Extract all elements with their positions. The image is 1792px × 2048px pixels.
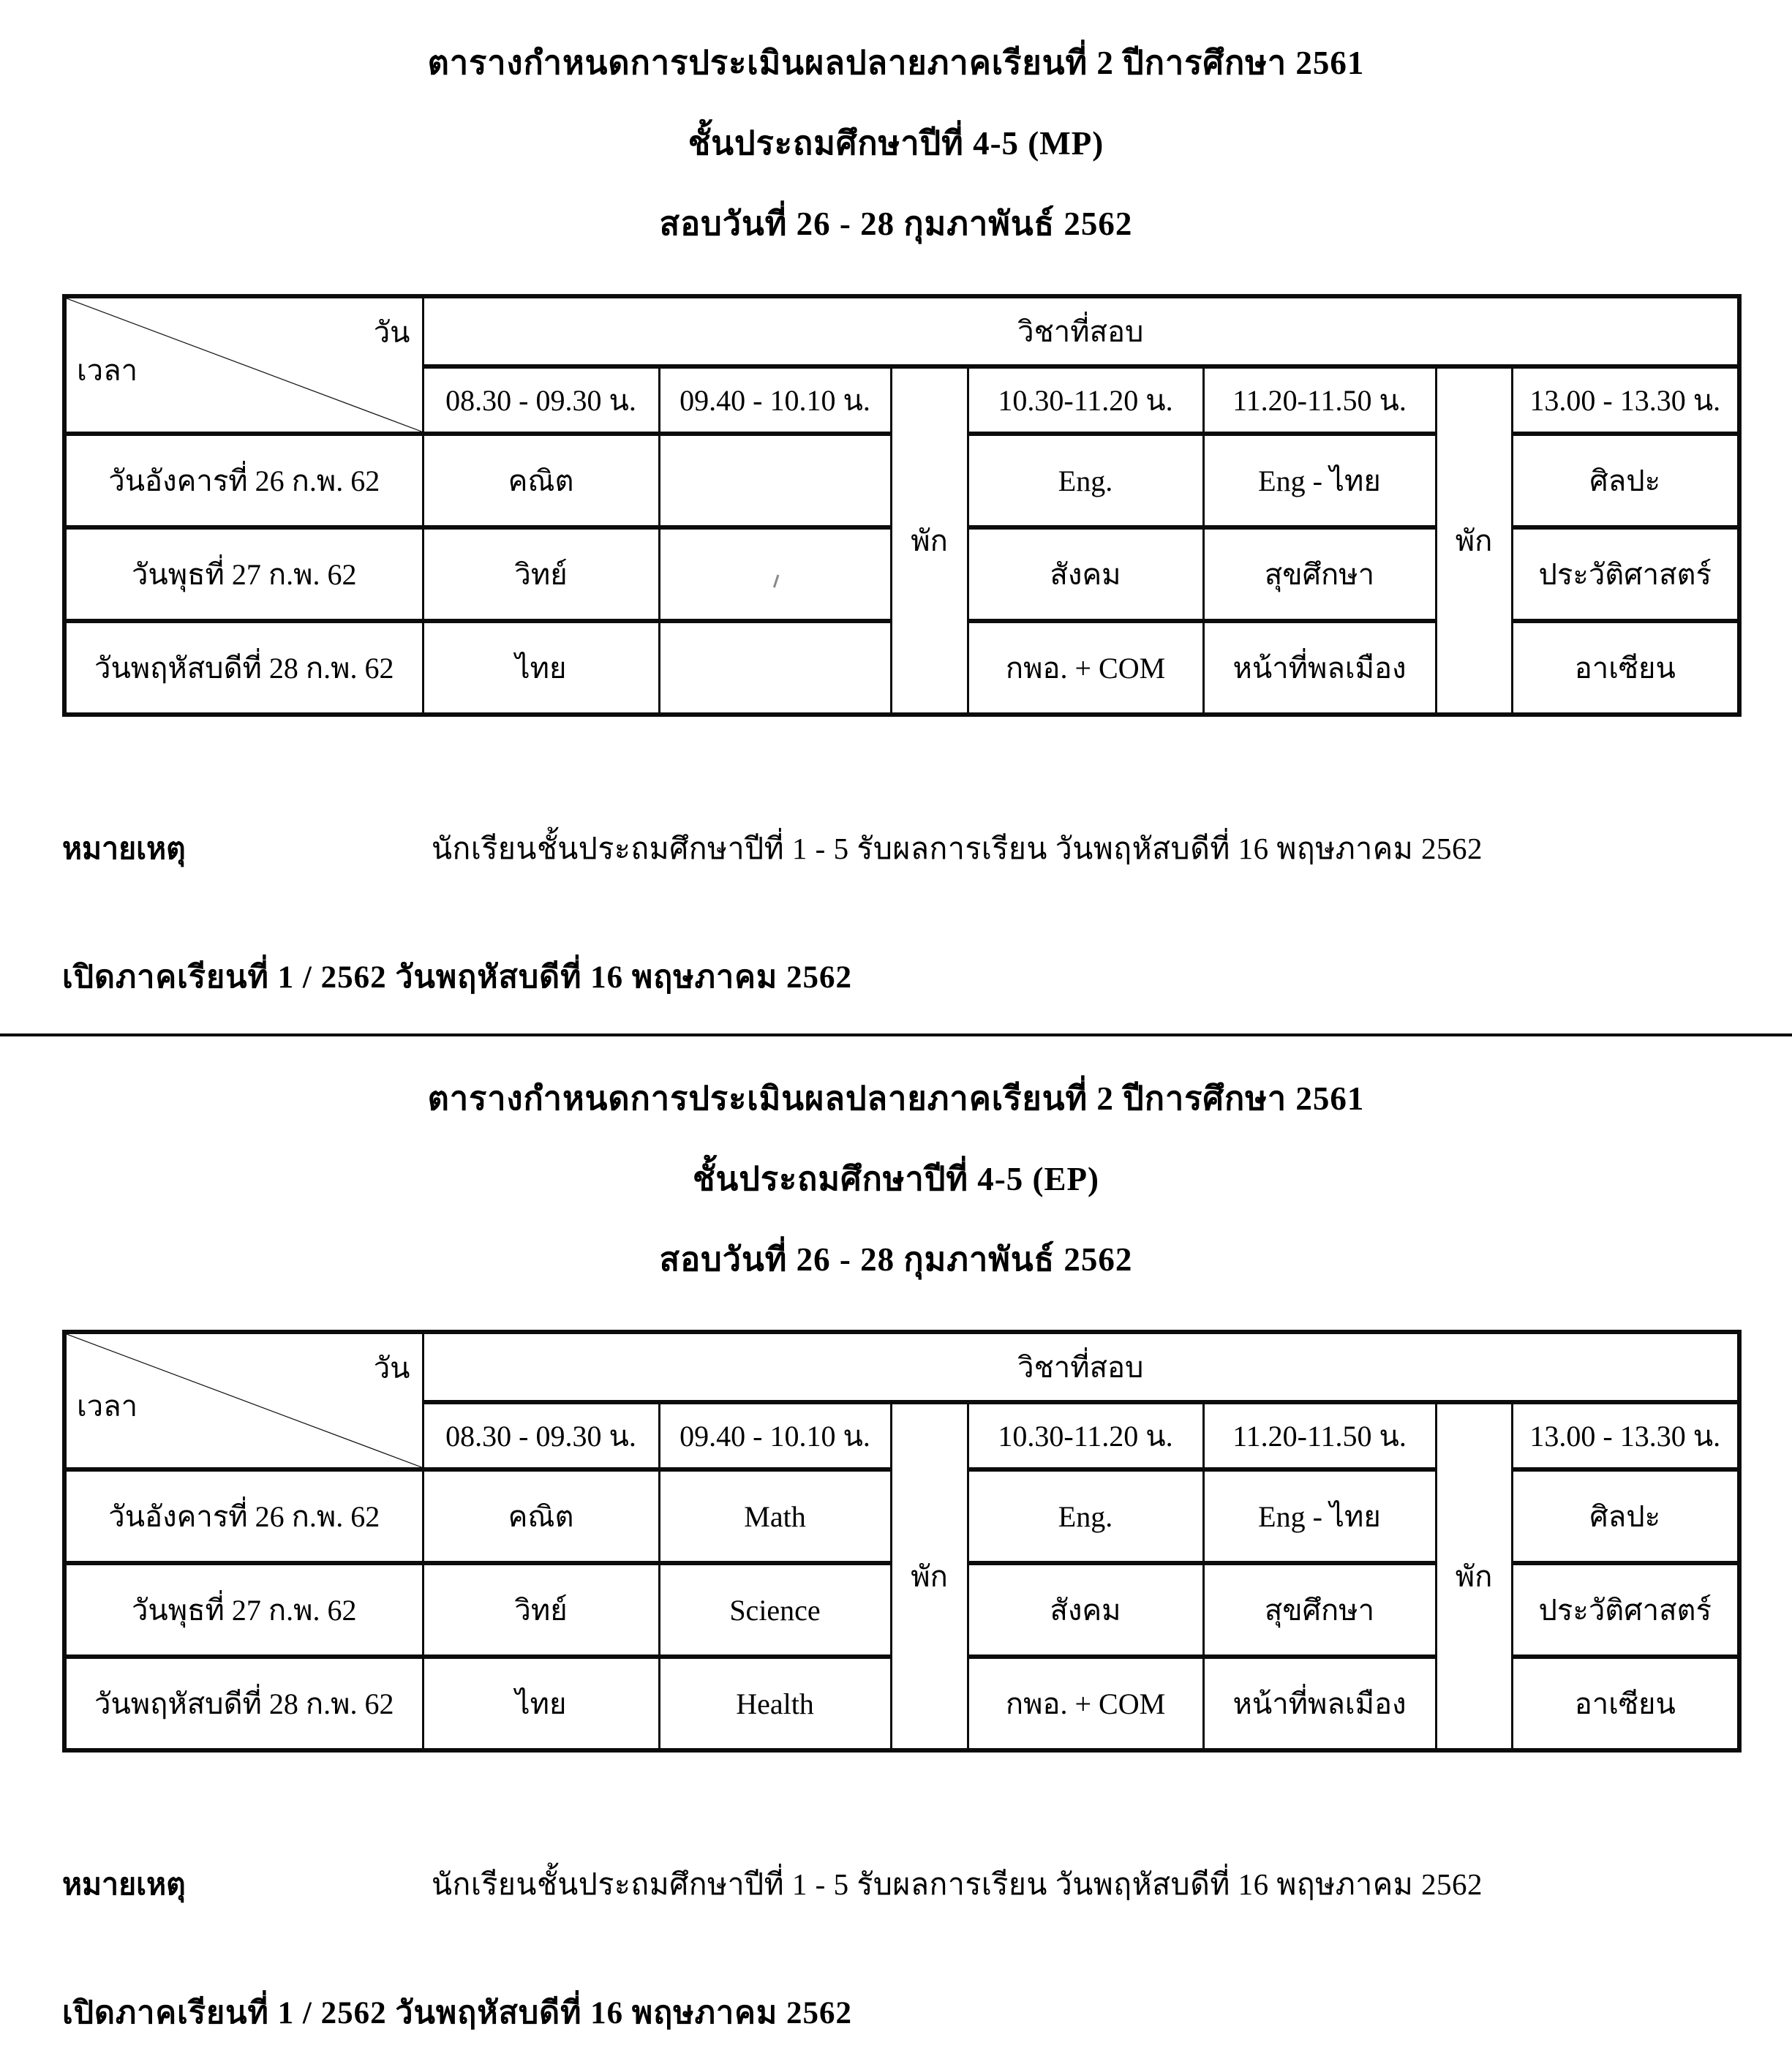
day-cell: วันอังคารที่ 26 ก.พ. 62 (64, 434, 423, 527)
time-header-cell: 09.40 - 10.10 น. (659, 366, 891, 434)
day-cell: วันพุธที่ 27 ก.พ. 62 (64, 527, 423, 621)
exam-schedule-title: ตารางกำหนดการประเมินผลปลายภาคเรียนที่ 2 ปีการศึกษา 2561 (427, 45, 1365, 81)
subject-cell: สุขศึกษา (1203, 1563, 1436, 1657)
subject-cell: ไทย (423, 1657, 659, 1750)
section-ep (0, 1036, 1792, 2048)
subject-cell: ประวัติศาสตร์ (1512, 1563, 1739, 1657)
break-cell: พัก (891, 366, 968, 715)
subject-cell: สุขศึกษา (1203, 527, 1436, 621)
subject-cell: สังคม (968, 1563, 1203, 1657)
exam-dates-title: สอบวันที่ 26 - 28 กุมภาพันธ์ 2562 (659, 206, 1133, 242)
day-cell: วันพุธที่ 27 ก.พ. 62 (64, 1563, 423, 1657)
subject-cell: คณิต (423, 1469, 659, 1563)
subject-cell: Science (659, 1563, 891, 1657)
subject-cell: Health (659, 1657, 891, 1750)
subject-cell: อาเซียน (1512, 1657, 1739, 1750)
subject-cell: Math (659, 1469, 891, 1563)
corner-time-label: เวลา (77, 354, 138, 387)
subject-cell: Eng. (968, 1469, 1203, 1563)
time-header-cell: 11.20-11.50 น. (1203, 1402, 1436, 1469)
subject-cell: ประวัติศาสตร์ (1512, 527, 1739, 621)
subject-cell: Eng. (968, 434, 1203, 527)
subject-cell: Eng - ไทย (1203, 434, 1436, 527)
exam-dates-title: สอบวันที่ 26 - 28 กุมภาพันธ์ 2562 (659, 1241, 1133, 1278)
class-level-title: ชั้นประถมศึกษาปีที่ 4-5 (MP) (688, 125, 1104, 162)
time-header-cell: 11.20-11.50 น. (1203, 366, 1436, 434)
class-level-title: ชั้นประถมศึกษาปีที่ 4-5 (EP) (692, 1161, 1100, 1197)
corner-cell (64, 296, 423, 434)
schedule-table-ep (62, 1330, 1742, 1753)
time-header-cell: 10.30-11.20 น. (968, 366, 1203, 434)
time-header-cell: 13.00 - 13.30 น. (1512, 1402, 1739, 1469)
subject-header-cell: วิชาที่สอบ (423, 296, 1739, 366)
subject-cell: หน้าที่พลเมือง (1203, 621, 1436, 715)
subject-header-cell: วิชาที่สอบ (423, 1332, 1739, 1402)
note-label: หมายเหตุ (62, 1867, 186, 1901)
subject-cell: กพอ. + COM (968, 621, 1203, 715)
subject-cell: สังคม (968, 527, 1203, 621)
time-header-cell: 13.00 - 13.30 น. (1512, 366, 1739, 434)
break-cell: พัก (1436, 366, 1512, 715)
subject-cell: Eng - ไทย (1203, 1469, 1436, 1563)
note-text: นักเรียนชั้นประถมศึกษาปีที่ 1 - 5 รับผลการเรียน วันพฤหัสบดีที่ 16 พฤษภาคม 2562 (432, 832, 1483, 865)
break-cell: พัก (1436, 1402, 1512, 1750)
subject-cell: กพอ. + COM (968, 1657, 1203, 1750)
note-row (62, 1861, 1792, 1908)
subject-cell (659, 621, 891, 715)
subject-cell: ไทย (423, 621, 659, 715)
subject-cell: หน้าที่พลเมือง (1203, 1657, 1436, 1750)
time-header-cell: 08.30 - 09.30 น. (423, 366, 659, 434)
subject-cell: คณิต (423, 434, 659, 527)
subject-cell (659, 434, 891, 527)
time-header-cell: 09.40 - 10.10 น. (659, 1402, 891, 1469)
title-block-ep (0, 1036, 1792, 1299)
subject-cell: ศิลปะ (1512, 1469, 1739, 1563)
subject-cell: อาเซียน (1512, 621, 1739, 715)
corner-cell (64, 1332, 423, 1469)
time-header-cell: 08.30 - 09.30 น. (423, 1402, 659, 1469)
reopen-line: เปิดภาคเรียนที่ 1 / 2562 วันพฤหัสบดีที่ 16 พฤษภาคม 2562 (62, 960, 852, 995)
exam-schedule-title: ตารางกำหนดการประเมินผลปลายภาคเรียนที่ 2 ปีการศึกษา 2561 (427, 1080, 1365, 1117)
corner-day-label: วัน (373, 1352, 410, 1385)
note-row (62, 825, 1792, 873)
note-text: นักเรียนชั้นประถมศึกษาปีที่ 1 - 5 รับผลการเรียน วันพฤหัสบดีที่ 16 พฤษภาคม 2562 (432, 1867, 1483, 1901)
scan-artifact (769, 573, 779, 588)
day-cell: วันพฤหัสบดีที่ 28 ก.พ. 62 (64, 1657, 423, 1750)
subject-cell: วิทย์ (423, 527, 659, 621)
corner-day-label: วัน (373, 316, 410, 349)
title-block-mp (0, 0, 1792, 263)
subject-cell (659, 527, 891, 621)
subject-cell: วิทย์ (423, 1563, 659, 1657)
break-cell: พัก (891, 1402, 968, 1750)
time-header-cell: 10.30-11.20 น. (968, 1402, 1203, 1469)
corner-time-label: เวลา (77, 1390, 138, 1423)
note-label: หมายเหตุ (62, 832, 186, 865)
schedule-table-mp (62, 294, 1742, 717)
reopen-line: เปิดภาคเรียนที่ 1 / 2562 วันพฤหัสบดีที่ 16 พฤษภาคม 2562 (62, 1996, 852, 2030)
day-cell: วันพฤหัสบดีที่ 28 ก.พ. 62 (64, 621, 423, 715)
subject-cell: ศิลปะ (1512, 434, 1739, 527)
day-cell: วันอังคารที่ 26 ก.พ. 62 (64, 1469, 423, 1563)
